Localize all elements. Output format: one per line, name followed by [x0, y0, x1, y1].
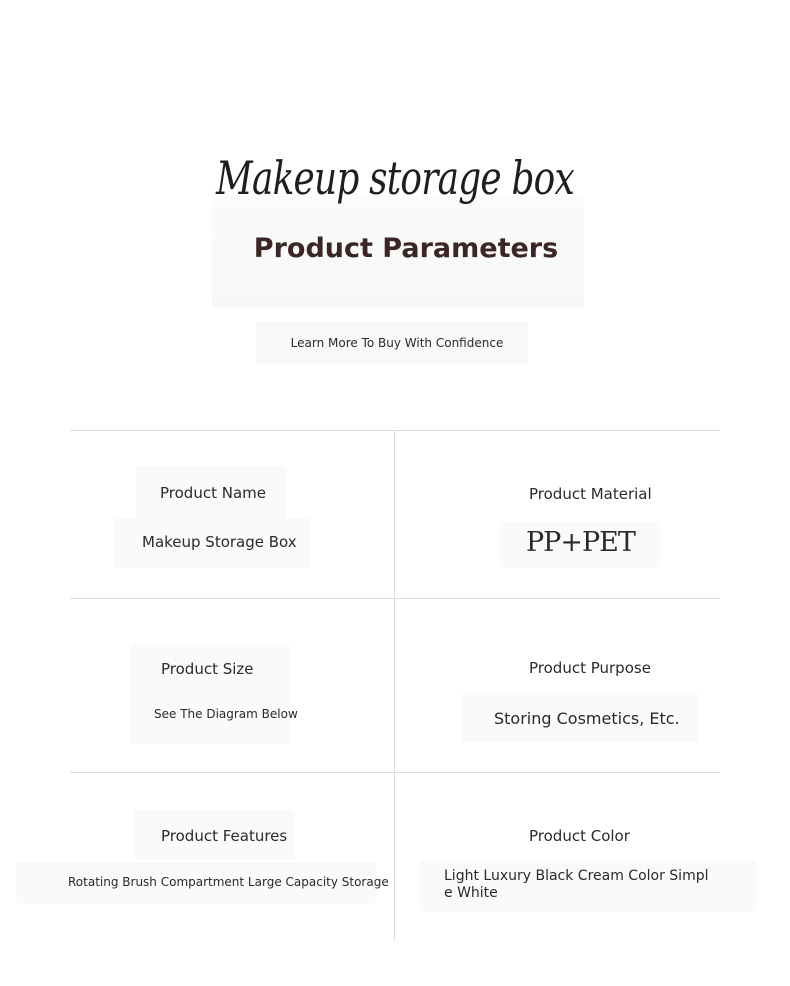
param-label: Product Size: [161, 660, 254, 678]
page-title: Product Parameters: [253, 233, 559, 264]
param-label: Product Features: [161, 827, 288, 845]
grid-divider: [70, 430, 720, 431]
page-subtitle: Learn More To Buy With Confidence: [290, 336, 504, 350]
param-value: Storing Cosmetics, Etc.: [494, 709, 680, 728]
param-label: Product Purpose: [529, 659, 651, 677]
grid-divider: [70, 598, 720, 599]
param-label: Product Name: [160, 484, 266, 502]
param-value: Makeup Storage Box: [142, 533, 297, 551]
param-value: PP+PET: [526, 527, 635, 558]
param-label: Product Color: [529, 827, 630, 845]
grid-divider: [70, 772, 720, 773]
param-value: See The Diagram Below: [154, 707, 298, 721]
param-value: Rotating Brush Compartment Large Capacity Storage: [68, 875, 389, 889]
param-value: Light Luxury Black Cream Color Simple White: [444, 868, 709, 901]
script-title: Makeup storage box: [216, 151, 574, 205]
param-label: Product Material: [529, 485, 652, 503]
grid-column-divider: [394, 430, 395, 940]
